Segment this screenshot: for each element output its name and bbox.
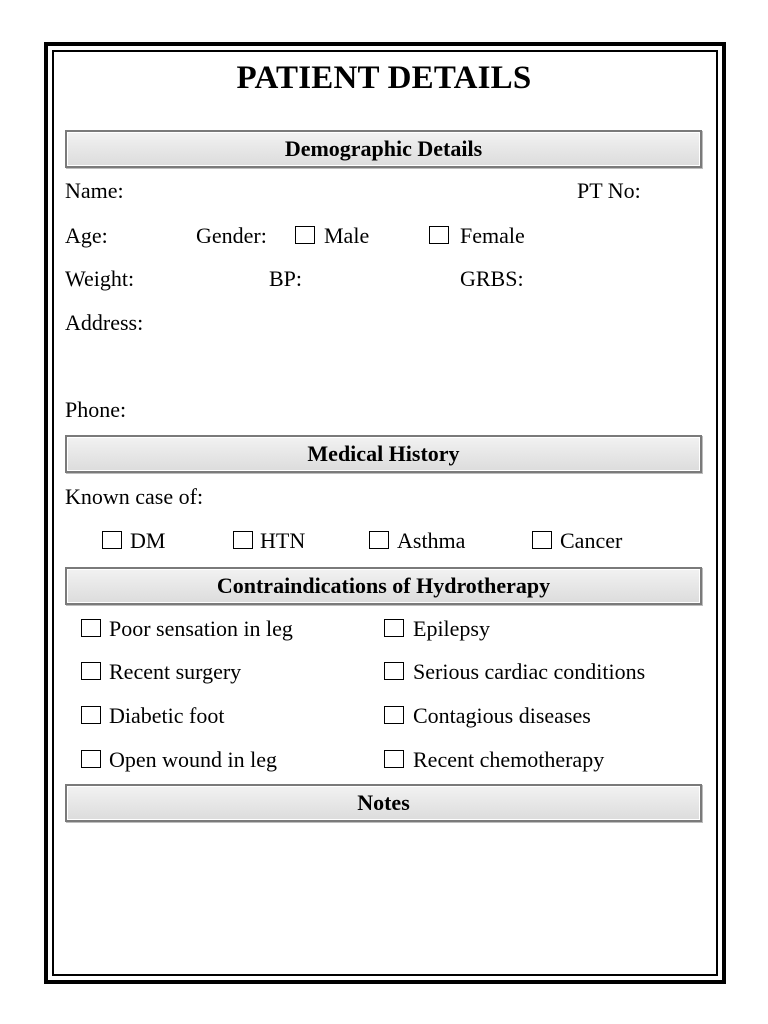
- dm-label: DM: [130, 528, 166, 553]
- female-checkbox[interactable]: [429, 226, 449, 244]
- poor-sensation-label: Poor sensation in leg: [109, 616, 293, 641]
- epilepsy-label: Epilepsy: [413, 616, 490, 641]
- chemotherapy-label: Recent chemotherapy: [413, 747, 605, 772]
- cancer-label: Cancer: [560, 528, 623, 553]
- male-label: Male: [324, 223, 370, 248]
- notes-area[interactable]: [65, 826, 702, 966]
- male-checkbox[interactable]: [295, 226, 315, 244]
- grbs-label: GRBS:: [460, 266, 524, 291]
- contagious-diseases-checkbox[interactable]: [384, 706, 404, 724]
- gender-label: Gender:: [196, 223, 267, 248]
- chemotherapy-checkbox[interactable]: [384, 750, 404, 768]
- htn-checkbox[interactable]: [233, 531, 253, 549]
- phone-label: Phone:: [65, 397, 127, 422]
- diabetic-foot-checkbox[interactable]: [81, 706, 101, 724]
- section-header-demographic: Demographic Details: [65, 130, 702, 168]
- contagious-diseases-label: Contagious diseases: [413, 703, 591, 728]
- weight-label: Weight:: [65, 266, 135, 291]
- open-wound-checkbox[interactable]: [81, 750, 101, 768]
- diabetic-foot-label: Diabetic foot: [109, 703, 225, 728]
- name-label: Name:: [65, 178, 124, 203]
- asthma-label: Asthma: [397, 528, 466, 553]
- epilepsy-checkbox[interactable]: [384, 619, 404, 637]
- address-label: Address:: [65, 310, 144, 335]
- age-label: Age:: [65, 223, 108, 248]
- dm-checkbox[interactable]: [102, 531, 122, 549]
- poor-sensation-checkbox[interactable]: [81, 619, 101, 637]
- recent-surgery-label: Recent surgery: [109, 659, 242, 684]
- cardiac-conditions-label: Serious cardiac conditions: [413, 659, 646, 684]
- known-case-label: Known case of:: [65, 484, 204, 509]
- section-header-medical-history: Medical History: [65, 435, 702, 473]
- asthma-checkbox[interactable]: [369, 531, 389, 549]
- female-label: Female: [460, 223, 525, 248]
- htn-label: HTN: [260, 528, 306, 553]
- section-header-notes: Notes: [65, 784, 702, 822]
- cardiac-conditions-checkbox[interactable]: [384, 662, 404, 680]
- open-wound-label: Open wound in leg: [109, 747, 278, 772]
- section-header-contraindications: Contraindications of Hydrotherapy: [65, 567, 702, 605]
- recent-surgery-checkbox[interactable]: [81, 662, 101, 680]
- page-title: PATIENT DETAILS: [236, 60, 532, 96]
- pt-no-label: PT No:: [577, 178, 641, 203]
- bp-label: BP:: [269, 266, 303, 291]
- cancer-checkbox[interactable]: [532, 531, 552, 549]
